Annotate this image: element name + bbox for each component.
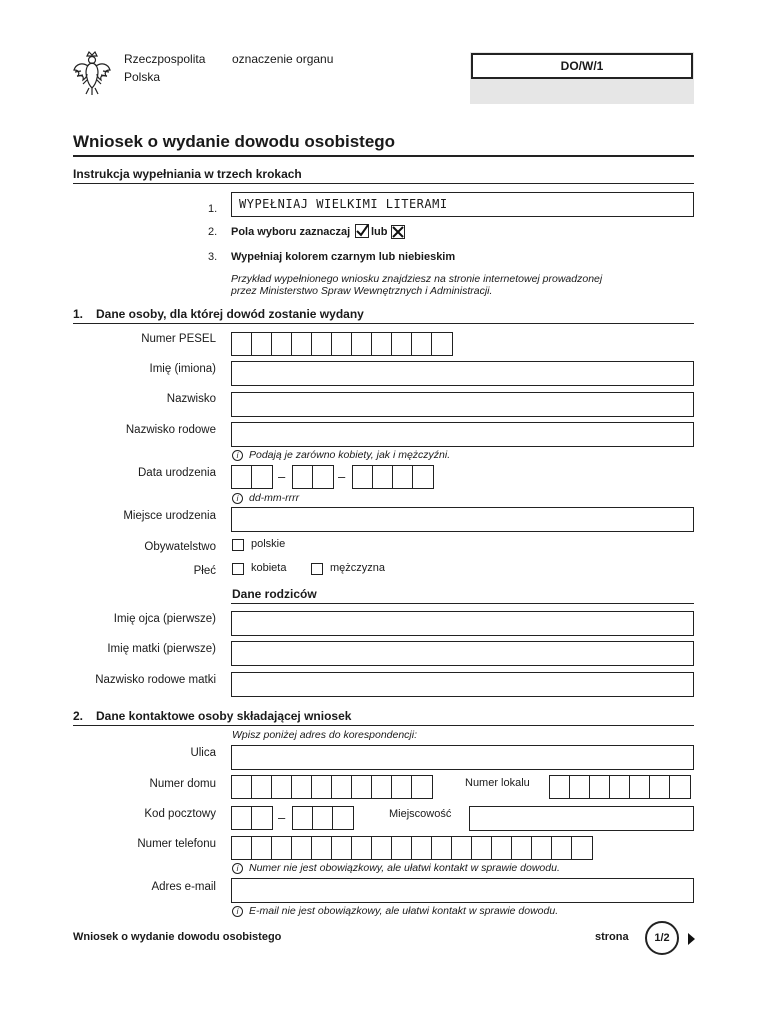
section1-title: Dane osoby, dla której dowód zostanie wydany bbox=[96, 307, 364, 321]
sex-label: Płeć bbox=[193, 565, 216, 577]
sex-male-label: mężczyzna bbox=[330, 562, 386, 574]
surname-input[interactable] bbox=[231, 392, 694, 417]
email-label: Adres e-mail bbox=[151, 881, 216, 893]
house-number-label: Numer domu bbox=[149, 778, 216, 790]
checkmark-example-icon bbox=[355, 224, 369, 238]
first-name-input[interactable] bbox=[231, 361, 694, 386]
note-line2: przez Ministerstwo Spraw Wewnętrznych i Administracji. bbox=[231, 285, 493, 297]
digit-cell[interactable] bbox=[372, 776, 392, 798]
birth-place-input[interactable] bbox=[231, 507, 694, 532]
digit-cell[interactable] bbox=[650, 776, 670, 798]
parents-heading: Dane rodziców bbox=[232, 587, 317, 601]
digit-cell[interactable] bbox=[272, 776, 292, 798]
birth-year-input[interactable] bbox=[352, 465, 434, 489]
digit-cell[interactable] bbox=[572, 837, 592, 859]
postal-code-prefix-input[interactable] bbox=[231, 806, 273, 830]
instructions-divider bbox=[73, 183, 694, 184]
date-separator-2: – bbox=[338, 469, 346, 484]
digit-cell[interactable] bbox=[292, 776, 312, 798]
surname-label: Nazwisko bbox=[166, 393, 216, 405]
digit-cell[interactable] bbox=[372, 333, 392, 355]
digit-cell[interactable] bbox=[232, 333, 252, 355]
digit-cell[interactable] bbox=[413, 466, 433, 488]
digit-cell[interactable] bbox=[610, 776, 630, 798]
maiden-name-input[interactable] bbox=[231, 422, 694, 447]
phone-label: Numer telefonu bbox=[137, 838, 216, 850]
maiden-name-info bbox=[232, 449, 450, 461]
digit-cell[interactable] bbox=[452, 837, 472, 859]
country-name-line1: Rzeczpospolita bbox=[124, 52, 206, 66]
digit-cell[interactable] bbox=[313, 466, 333, 488]
digit-cell[interactable] bbox=[392, 333, 412, 355]
digit-cell[interactable] bbox=[550, 776, 570, 798]
section1-number: 1. bbox=[73, 307, 84, 321]
flat-number-label: Numer lokalu bbox=[465, 777, 530, 789]
digit-cell[interactable] bbox=[532, 837, 552, 859]
cross-example-icon bbox=[391, 225, 405, 239]
street-input[interactable] bbox=[231, 745, 694, 770]
step2-or: lub bbox=[371, 226, 388, 238]
digit-cell[interactable] bbox=[252, 466, 272, 488]
phone-info bbox=[232, 862, 560, 874]
page-number-badge: 1/2 bbox=[645, 921, 679, 955]
step2-text: Pola wyboru zaznaczaj bbox=[231, 226, 351, 238]
pesel-label: Numer PESEL bbox=[141, 333, 216, 345]
info-icon: i bbox=[232, 863, 243, 874]
parents-divider bbox=[231, 603, 694, 604]
digit-cell[interactable] bbox=[432, 333, 452, 355]
footer-page-label: strona bbox=[595, 931, 629, 943]
birth-date-info bbox=[232, 492, 299, 504]
house-number-input[interactable] bbox=[231, 775, 433, 799]
birth-date-info-text: dd-mm-rrrr bbox=[249, 492, 300, 504]
info-icon: i bbox=[232, 450, 243, 461]
step1-example-field bbox=[231, 192, 694, 217]
digit-cell[interactable] bbox=[352, 776, 372, 798]
instructions-note bbox=[231, 273, 602, 297]
city-label: Miejscowość bbox=[389, 808, 452, 820]
postal-code-label: Kod pocztowy bbox=[144, 808, 216, 820]
maiden-name-info-text: Podają je zarówno kobiety, jak i mężczyźni. bbox=[249, 449, 451, 461]
flat-number-input[interactable] bbox=[549, 775, 691, 799]
page-title: Wniosek o wydanie dowodu osobistego bbox=[73, 132, 396, 151]
digit-cell[interactable] bbox=[373, 466, 393, 488]
step1-example-text: WYPEŁNIAJ WIELKIMI LITERAMI bbox=[239, 197, 448, 211]
info-icon: i bbox=[232, 906, 243, 917]
digit-cell[interactable] bbox=[630, 776, 650, 798]
section2-number: 2. bbox=[73, 709, 84, 723]
digit-cell[interactable] bbox=[232, 466, 252, 488]
digit-cell[interactable] bbox=[252, 807, 272, 829]
birth-month-input[interactable] bbox=[292, 465, 334, 489]
birth-day-input[interactable] bbox=[231, 465, 273, 489]
form-code-box: DO/W/1 bbox=[471, 53, 693, 79]
birth-date-label: Data urodzenia bbox=[138, 467, 216, 479]
info-icon: i bbox=[232, 493, 243, 504]
next-page-arrow-icon[interactable] bbox=[688, 933, 695, 945]
digit-cell[interactable] bbox=[372, 837, 392, 859]
step2-number: 2. bbox=[208, 226, 218, 238]
citizenship-polish-label: polskie bbox=[251, 538, 286, 550]
step1-number: 1. bbox=[208, 203, 218, 215]
digit-cell[interactable] bbox=[333, 807, 353, 829]
citizenship-label: Obywatelstwo bbox=[144, 541, 216, 553]
digit-cell[interactable] bbox=[412, 776, 432, 798]
digit-cell[interactable] bbox=[232, 776, 252, 798]
digit-cell[interactable] bbox=[332, 776, 352, 798]
note-line1: Przykład wypełnionego wniosku znajdziesz na stronie internetowej prowadzonej bbox=[231, 273, 603, 285]
organ-label: oznaczenie organu bbox=[232, 52, 334, 66]
title-divider bbox=[73, 155, 694, 157]
digit-cell[interactable] bbox=[252, 837, 272, 859]
section1-divider bbox=[73, 323, 694, 324]
digit-cell[interactable] bbox=[570, 776, 590, 798]
mother-name-input[interactable] bbox=[231, 641, 694, 666]
digit-cell[interactable] bbox=[353, 466, 373, 488]
step3-number: 3. bbox=[208, 251, 218, 263]
pesel-input[interactable] bbox=[231, 332, 453, 356]
country-name-line2: Polska bbox=[124, 70, 161, 84]
digit-cell[interactable] bbox=[293, 466, 313, 488]
instructions-heading: Instrukcja wypełniania w trzech krokach bbox=[73, 167, 302, 181]
digit-cell[interactable] bbox=[432, 837, 452, 859]
digit-cell[interactable] bbox=[292, 837, 312, 859]
digit-cell[interactable] bbox=[412, 837, 432, 859]
digit-cell[interactable] bbox=[392, 837, 412, 859]
digit-cell[interactable] bbox=[332, 333, 352, 355]
step3-text: Wypełniaj kolorem czarnym lub niebieskim bbox=[231, 251, 456, 263]
digit-cell[interactable] bbox=[293, 807, 313, 829]
street-label: Ulica bbox=[190, 747, 216, 759]
digit-cell[interactable] bbox=[313, 807, 333, 829]
digit-cell[interactable] bbox=[392, 776, 412, 798]
digit-cell[interactable] bbox=[292, 333, 312, 355]
digit-cell[interactable] bbox=[393, 466, 413, 488]
email-info-text: E-mail nie jest obowiązkowy, ale ułatwi kontakt w sprawie dowodu. bbox=[249, 905, 559, 917]
digit-cell[interactable] bbox=[252, 776, 272, 798]
address-hint: Wpisz poniżej adres do korespondencji: bbox=[232, 729, 418, 741]
postal-code-suffix-input[interactable] bbox=[292, 806, 354, 830]
father-name-input[interactable] bbox=[231, 611, 694, 636]
email-info bbox=[232, 905, 558, 917]
first-name-label: Imię (imiona) bbox=[149, 363, 216, 375]
digit-cell[interactable] bbox=[590, 776, 610, 798]
digit-cell[interactable] bbox=[272, 333, 292, 355]
sex-female-label: kobieta bbox=[251, 562, 287, 574]
digit-cell[interactable] bbox=[552, 837, 572, 859]
digit-cell[interactable] bbox=[472, 837, 492, 859]
father-name-label: Imię ojca (pierwsze) bbox=[113, 613, 216, 625]
maiden-name-label: Nazwisko rodowe bbox=[125, 424, 216, 436]
digit-cell[interactable] bbox=[312, 333, 332, 355]
postal-separator: – bbox=[278, 810, 286, 825]
digit-cell[interactable] bbox=[232, 837, 252, 859]
date-separator-1: – bbox=[278, 469, 286, 484]
mother-maiden-name-label: Nazwisko rodowe matki bbox=[95, 674, 216, 686]
digit-cell[interactable] bbox=[252, 333, 272, 355]
digit-cell[interactable] bbox=[670, 776, 690, 798]
digit-cell[interactable] bbox=[492, 837, 512, 859]
digit-cell[interactable] bbox=[352, 837, 372, 859]
mother-maiden-name-input[interactable] bbox=[231, 672, 694, 697]
sex-male-checkbox[interactable] bbox=[311, 563, 323, 575]
digit-cell[interactable] bbox=[412, 333, 432, 355]
citizenship-polish-checkbox[interactable] bbox=[232, 539, 244, 551]
phone-input[interactable] bbox=[231, 836, 593, 860]
digit-cell[interactable] bbox=[352, 333, 372, 355]
email-input[interactable] bbox=[231, 878, 694, 903]
digit-cell[interactable] bbox=[332, 837, 352, 859]
birth-place-label: Miejsce urodzenia bbox=[123, 510, 216, 522]
digit-cell[interactable] bbox=[272, 837, 292, 859]
digit-cell[interactable] bbox=[232, 807, 252, 829]
digit-cell[interactable] bbox=[312, 776, 332, 798]
city-input[interactable] bbox=[469, 806, 694, 831]
section2-title: Dane kontaktowe osoby składającej wniosek bbox=[96, 709, 352, 723]
digit-cell[interactable] bbox=[312, 837, 332, 859]
digit-cell[interactable] bbox=[512, 837, 532, 859]
mother-name-label: Imię matki (pierwsze) bbox=[107, 643, 216, 655]
eagle-emblem-icon bbox=[72, 50, 112, 96]
sex-female-checkbox[interactable] bbox=[232, 563, 244, 575]
footer-title: Wniosek o wydanie dowodu osobistego bbox=[73, 931, 282, 943]
section2-divider bbox=[73, 725, 694, 726]
phone-info-text: Numer nie jest obowiązkowy, ale ułatwi kontakt w sprawie dowodu. bbox=[249, 862, 560, 874]
